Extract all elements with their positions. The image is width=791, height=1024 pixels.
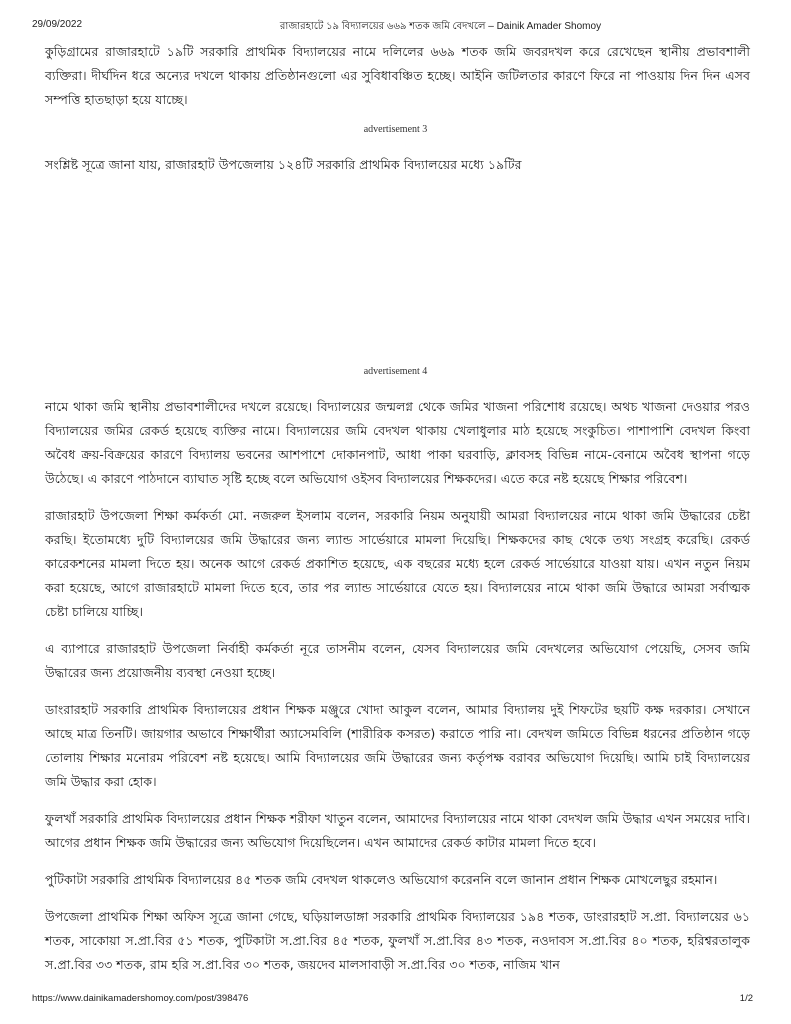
- paragraph-fulkha-head: ফুলখাঁ সরকারি প্রাথমিক বিদ্যালয়ের প্রধান শিক্ষক শরীফা খাতুন বলেন, আমাদের বিদ্যালয়ের নামে থাকা বেদখল জমি উদ্ধার এখন সময়ের দাবি। আগের প্রধান শিক্ষক জমি উদ্ধারের জন্য অভিযোগ দিয়েছিলেন। এখন আমাদের রেকর্ড কাটার মামলা দিতে হবে।: [45, 811, 750, 850]
- paragraph-putikata-head: পুটিকাটা সরকারি প্রাথমিক বিদ্যালয়ের ৪৫ শতক জমি বেদখল থাকলেও অভিযোগ করেননি বলে জানান প্রধান শিক্ষক মোখলেছুর রহমান।: [45, 872, 718, 887]
- page-number: 1/2: [739, 993, 753, 1004]
- document-title: রাজারহাটে ১৯ বিদ্যালয়ের ৬৬৯ শতক জমি বেদখলে – Dainik Amader Shomoy: [279, 21, 602, 32]
- paragraph-uno: এ ব্যাপারে রাজারহাট উপজেলা নির্বাহী কর্মকর্তা নূরে তাসনীম বলেন, যেসব বিদ্যালয়ের জমি বেদখলের অভিযোগ পেয়েছি, সেসব জমি উদ্ধারের জন্য প্রয়োজনীয় ব্যবস্থা নেওয়া হচ্ছে।: [45, 641, 750, 680]
- paragraph-dangrarhat-head: ডাংরারহাট সরকারি প্রাথমিক বিদ্যালয়ের প্রধান শিক্ষক মঞ্জুরে খোদা আকুল বলেন, আমার বিদ্যালয় দুই শিফটের ছয়টি কক্ষ দরকার। সেখানে আছে মাত্র তিনটি। জায়গার অভাবে শিক্ষার্থীরা অ্যাসেমবিলি (শারীরিক কসরত) করাতে পারি না। বেদখল জমিতে বিভিন্ন ধরনের প্রতিষ্ঠান গড়ে তোলায় শিক্ষার মনোরম পরিবেশ নষ্ট হয়েছে। আমি বিদ্যালয়ের জমি উদ্ধারের জন্য কর্তৃপক্ষ বরাবর অভিযোগ দিয়েছি। আমি চাই বিদ্যালয়ের জমি উদ্ধার করা হোক।: [45, 702, 750, 789]
- paragraph-intro: কুড়িগ্রামের রাজারহাটে ১৯টি সরকারি প্রাথমিক বিদ্যালয়ের নামে দলিলের ৬৬৯ শতক জমি জবরদখল করে রেখেছেন স্থানীয় প্রভাবশালী ব্যক্তিরা। দীর্ঘদিন ধরে অন্যের দখলে থাকায় প্রতিষ্ঠানগুলো এর সুবিধাবঞ্চিত হচ্ছে। আইনি জটিলতার কারণে ফিরে না পাওয়ায় দিন দিন এসব সম্পত্তি হাতছাড়া হয়ে যাচ্ছে।: [45, 44, 750, 107]
- print-header: [0, 16, 791, 32]
- print-date: 29/09/2022: [32, 19, 83, 30]
- article-body: [45, 395, 750, 977]
- advertisement-slot: [45, 185, 750, 345]
- article-source-start: [45, 153, 750, 177]
- article-intro: [45, 40, 750, 112]
- paragraph-occupation: নামে থাকা জমি স্থানীয় প্রভাবশালীদের দখলে রয়েছে। বিদ্যালয়ের জন্মলগ্ন থেকে জমির খাজনা পরিশোধ রয়েছে। অথচ খাজনা দেওয়ার পরও বিদ্যালয়ের জমির রেকর্ড হয়েছে ব্যক্তির নামে। বিদ্যালয়ের জমি বেদখল থাকায় খেলাধুলার মাঠ হয়েছে সংকুচিত। পাশাপাশি বেদখল কিংবা অবৈধ ক্রয়-বিক্রয়ের কারণে বিদ্যালয় ভবনের আশপাশে দোকানপাট, আধা পাকা ঘরবাড়ি, ক্লাবসহ বিভিন্ন নামে-বেনামে অবৈধ স্থাপনা গড়ে উঠেছে। এ কারণে পাঠদানে ব্যাঘাত সৃষ্টি হচ্ছে বলে অভিযোগ ওইসব বিদ্যালয়ের শিক্ষকদের। এতে করে নষ্ট হয়েছে শিক্ষার পরিবেশ।: [45, 399, 750, 486]
- paragraph-source: সংশ্লিষ্ট সূত্রে জানা যায়, রাজারহাট উপজেলায় ১২৪টি সরকারি প্রাথমিক বিদ্যালয়ের মধ্যে ১৯টির: [45, 157, 522, 172]
- paragraph-office-source: উপজেলা প্রাথমিক শিক্ষা অফিস সূত্রে জানা গেছে, ঘড়িয়ালডাঙ্গা সরকারি প্রাথমিক বিদ্যালয়ের ১৯৪ শতক, ডাংরারহাট স.প্রা. বিদ্যালয়ের ৬১ শতক, সাকোয়া স.প্রা.বির ৫১ শতক, পুটিকাটা স.প্রা.বির ৪৫ শতক, ফুলখাঁ স.প্রা.বির ৪৩ শতক, নওদাবস স.প্রা.বির ৪০ শতক, হরিশ্বরতালুক স.প্রা.বির ৩৩ শতক, রাম হরি স.প্রা.বির ৩০ শতক, জয়দেব মালসাবাড়ী স.প্রা.বির ৩০ শতক, নাজিম খান: [45, 909, 750, 972]
- page-url: https://www.dainikamadershomoy.com/post/398476: [32, 993, 249, 1004]
- print-footer: [0, 993, 791, 1009]
- advertisement-4-label: advertisement 4: [363, 366, 428, 377]
- advertisement-3-label: advertisement 3: [363, 124, 428, 135]
- paragraph-education-officer: রাজারহাট উপজেলা শিক্ষা কর্মকর্তা মো. নজরুল ইসলাম বলেন, সরকারি নিয়ম অনুযায়ী আমরা বিদ্যালয়ের নামে থাকা জমি উদ্ধারের চেষ্টা করছি। ইতোমধ্যে দুটি বিদ্যালয়ের জমি উদ্ধারের জন্য ল্যান্ড সার্ভেয়ারে মামলা দিয়েছি। শিক্ষকদের কাছ থেকে তথ্য সংগ্রহ করেছি। রেকর্ড কারেকশনের মামলা দিতে হয়। অনেক আগে রেকর্ড প্রকাশিত হয়েছে, এক বছরের মধ্যে হলে রেকর্ড সার্ভেয়ারে যাওয়া যায়। এখন নতুন নিয়ম করা হয়েছে, আগে রাজারহাটে মামলা দিতে হবে, তার পর ল্যান্ড সার্ভেয়ারে যেতে হয়। বিদ্যালয়ের নামে থাকা জমি উদ্ধারে আমরা সর্বাত্মক চেষ্টা চালিয়ে যাচ্ছি।: [45, 508, 750, 619]
